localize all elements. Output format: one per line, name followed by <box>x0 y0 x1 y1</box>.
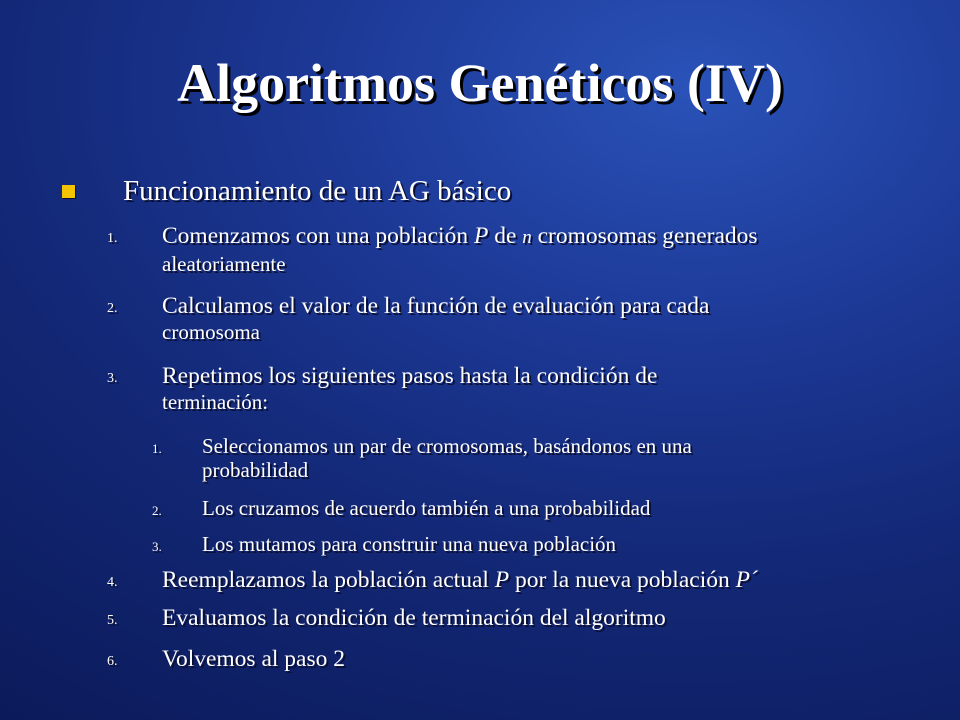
substep-number: 2. <box>152 503 162 518</box>
step-line: Evaluamos la condición de terminación del algoritmo <box>162 605 666 631</box>
substep-line: Los cruzamos de acuerdo también a una probabilidad <box>202 496 651 520</box>
substep-line: Los mutamos para construir una nueva población <box>202 532 617 556</box>
slide-title: Algoritmos Genéticos (IV) <box>177 53 783 113</box>
step-number: 3. <box>107 371 118 386</box>
step-text <box>162 566 902 594</box>
step-text <box>162 362 902 416</box>
substep-number: 1. <box>152 441 162 456</box>
variable-p-prime: P´ <box>735 567 758 593</box>
substep-number: 3. <box>152 539 162 554</box>
step-text <box>162 604 902 632</box>
step-number: 1. <box>107 231 118 246</box>
step-line: Comenzamos con una población P de n cromosomas generados <box>162 223 758 249</box>
variable-p: P <box>494 567 510 593</box>
substep-text <box>202 434 902 482</box>
variable-p: P <box>473 223 489 249</box>
step-text <box>162 292 902 346</box>
main-bullet <box>62 173 511 209</box>
substep-text <box>202 496 902 520</box>
step-text <box>162 222 902 278</box>
square-bullet-icon <box>62 185 75 198</box>
main-bullet-text: Funcionamiento de un AG básico <box>123 175 512 207</box>
substep-text <box>202 532 902 556</box>
step-line: Reemplazamos la población actual P por la nueva población P´ <box>162 567 758 593</box>
step-line: cromosoma <box>162 320 260 344</box>
step-number: 5. <box>107 613 118 628</box>
substep-line: probabilidad <box>202 458 309 482</box>
substep-line: Seleccionamos un par de cromosomas, basándonos en una <box>202 434 692 458</box>
step-number: 6. <box>107 654 118 669</box>
variable-n: n <box>522 227 532 248</box>
step-line: Repetimos los siguientes pasos hasta la condición de <box>162 363 658 389</box>
step-line: Volvemos al paso 2 <box>162 646 345 672</box>
step-line: aleatoriamente <box>162 252 286 276</box>
step-line: Calculamos el valor de la función de evaluación para cada <box>162 293 710 319</box>
step-number: 4. <box>107 575 118 590</box>
step-line: terminación: <box>162 390 269 414</box>
step-text <box>162 645 902 673</box>
step-number: 2. <box>107 301 118 316</box>
